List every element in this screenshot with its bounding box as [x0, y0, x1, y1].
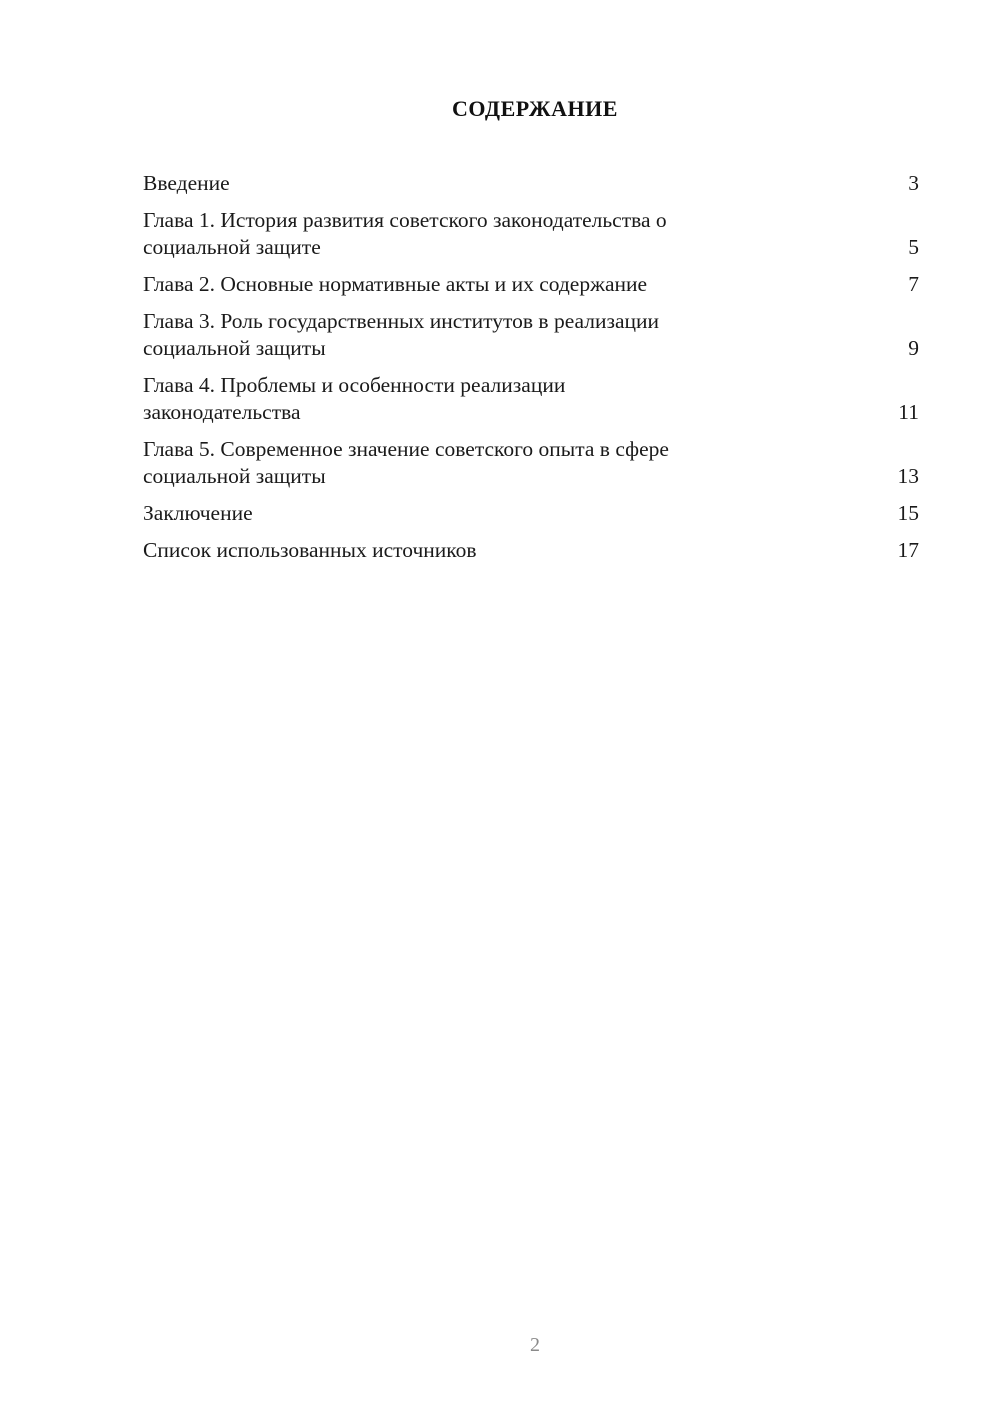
toc-entry-label: Список использованных источников: [143, 538, 477, 562]
toc-entry: [143, 372, 919, 426]
page-number: 2: [530, 1334, 540, 1356]
toc-entry-page: 7: [908, 272, 919, 296]
toc-entry-label: Глава 1. История развития советского законодательства о социальной защите: [143, 208, 667, 259]
toc-entry-label: Глава 4. Проблемы и особенности реализации законодательства: [143, 373, 566, 424]
toc-entry: [143, 271, 919, 298]
toc-entry-label: Глава 3. Роль государственных институтов в реализации социальной защиты: [143, 309, 660, 360]
toc-entry: [143, 207, 919, 261]
toc-entry-label: Глава 2. Основные нормативные акты и их содержание: [143, 272, 648, 296]
toc-entry-page: 5: [908, 235, 919, 259]
table-of-contents: [143, 170, 919, 574]
toc-entry-label: Введение: [143, 171, 230, 195]
toc-entry-page: 3: [908, 171, 919, 195]
toc-entry-page: 17: [897, 538, 919, 562]
toc-entry-page: 9: [908, 336, 919, 360]
toc-entry-label: Глава 5. Современное значение советского опыта в сфере социальной защиты: [143, 437, 669, 488]
toc-entry: [143, 308, 919, 362]
toc-entry: [143, 500, 919, 527]
toc-entry: [143, 537, 919, 564]
toc-entry-page: 15: [897, 501, 919, 525]
toc-entry-page: 11: [898, 400, 919, 424]
toc-entry-page: 13: [897, 464, 919, 488]
toc-entry: [143, 170, 919, 197]
toc-entry-label: Заключение: [143, 501, 253, 525]
toc-entry: [143, 436, 919, 490]
page-title: СОДЕРЖАНИЕ: [452, 96, 618, 121]
